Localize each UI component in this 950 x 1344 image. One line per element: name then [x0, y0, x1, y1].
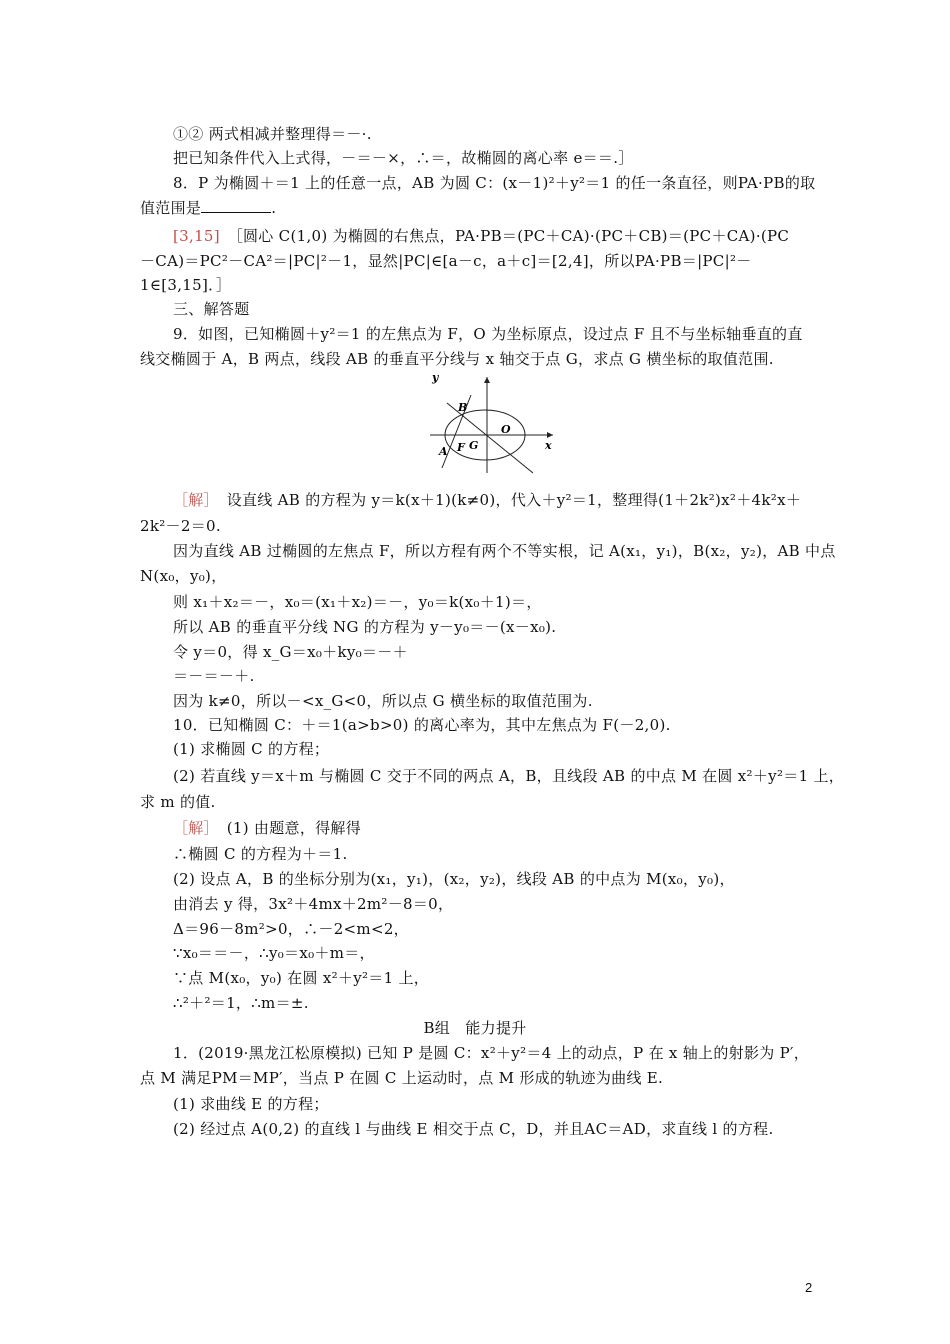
problem-9-line: 9．如图，已知椭圆＋y²＝1 的左焦点为 F，O 为坐标原点，设过点 F 且不与坐标轴垂直的直 [173, 325, 803, 343]
point-label-f: F [457, 441, 465, 454]
text-fragment: 设直线 AB 的方程为 y＝k(x＋1)(k≠0)，代入＋y²＝1，整理得(1＋2k²)x²＋4k²x＋ [211, 491, 802, 509]
text-line: ①② 两式相减并整理得＝－·. [173, 125, 372, 143]
text-line: ∵点 M(x₀，y₀) 在圆 x²＋y²＝1 上， [173, 969, 430, 987]
text-line: 线交椭圆于 A，B 两点，线段 AB 的垂直平分线与 x 轴交于点 G，求点 G 横坐标的取值范围. [140, 350, 774, 368]
point-label-b: B [458, 401, 468, 414]
page-number: 2 [805, 1280, 813, 1295]
text-line: 因为 k≠0，所以－<x_G<0，所以点 G 横坐标的取值范围为. [173, 692, 593, 710]
text-line: 求 m 的值. [140, 793, 216, 811]
problem-b1-line: 1．(2019·黑龙江松原模拟) 已知 P 是圆 C：x²＋y²＝4 上的动点，P 在 x 轴上的射影为 P′， [173, 1044, 810, 1062]
text-line: Δ＝96－8m²>0，∴－2<m<2， [173, 920, 409, 938]
solution-line [173, 489, 801, 511]
text-line: 2k²－2＝0. [140, 517, 221, 535]
group-heading: B组 能力提升 [423, 1019, 527, 1037]
solution-tag: ［解］ [173, 491, 212, 509]
text-line: 因为直线 AB 过椭圆的左焦点 F，所以方程有两个不等实根，记 A(x₁，y₁)，B(x₂，y₂)，AB 中点 [173, 542, 836, 560]
text-line: 令 y＝0，得 x_G＝x₀＋ky₀＝－＋ [173, 643, 408, 661]
text-fragment: 值范围是 [140, 199, 202, 217]
text-line: 所以 AB 的垂直平分线 NG 的方程为 y－y₀＝－(x－x₀). [173, 618, 557, 636]
text-line: (2) 经过点 A(0,2) 的直线 l 与曲线 E 相交于点 C，D，并且AC＝AD，求直线 l 的方程. [173, 1120, 774, 1138]
solution-line [173, 817, 361, 839]
ellipse-figure [425, 373, 560, 475]
text-line: －CA)＝PC²－CA²＝|PC|²－1，显然|PC|∈[a－c，a＋c]＝[2,4]，所以PA·PB＝|PC|²－ [140, 252, 752, 270]
text-line: ∵x₀＝＝－，∴y₀＝x₀＋m＝， [173, 944, 375, 962]
section-heading: 三、解答题 [173, 300, 250, 318]
answer-blank [201, 198, 271, 213]
text-line: ∴²＋²＝1，∴m＝±. [173, 994, 309, 1012]
axis-label-y: y [432, 373, 439, 384]
text-line: ∴椭圆 C 的方程为＋＝1. [173, 845, 348, 863]
text-line: (1) 求椭圆 C 的方程； [173, 740, 330, 758]
solution-tag: ［解］ [173, 819, 212, 837]
text-line: (2) 若直线 y＝x＋m 与椭圆 C 交于不同的两点 A，B，且线段 AB 的中点 M 在圆 x²＋y²＝1 上， [173, 767, 845, 785]
text-line: (2) 设点 A，B 的坐标分别为(x₁，y₁)，(x₂，y₂)，线段 AB 的中点为 M(x₀，y₀)， [173, 870, 735, 888]
problem-10-line: 10．已知椭圆 C：＋＝1(a>b>0) 的离心率为，其中左焦点为 F(－2,0). [173, 716, 671, 734]
text-fragment: ［圆心 C(1,0) 为椭圆的右焦点，PA·PB＝(PC＋CA)·(PC＋CB)＝(PC＋CA)·(PC [219, 227, 790, 245]
point-label-g: G [469, 439, 479, 452]
text-line: N(x₀，y₀)， [140, 567, 227, 585]
text-line: (1) 求曲线 E 的方程； [173, 1095, 329, 1113]
text-line: 1∈[3,15]．］ [140, 276, 232, 294]
text-fragment: (1) 由题意，得解得 [211, 819, 362, 837]
text-line: 把已知条件代入上式得，－＝－×，∴＝，故椭圆的离心率 e＝＝.］ [173, 149, 634, 167]
text-line: ＝－＝－＋. [173, 667, 255, 685]
text-line: 则 x₁＋x₂＝－，x₀＝(x₁＋x₂)＝－，y₀＝k(x₀＋1)＝， [173, 593, 542, 611]
text-line: 由消去 y 得，3x²＋4mx＋2m²－8＝0， [173, 895, 454, 913]
answer-value: [3,15] [173, 227, 220, 245]
axis-label-x: x [545, 439, 552, 452]
text-fragment: . [271, 199, 277, 217]
point-label-o: O [501, 423, 511, 436]
text-line: 点 M 满足PM＝MP′，当点 P 在圆 C 上运动时，点 M 形成的轨迹为曲线 E. [140, 1069, 664, 1087]
problem-8-blank-line [140, 197, 276, 219]
problem-8-line: 8．P 为椭圆＋＝1 上的任意一点，AB 为圆 C：(x－1)²＋y²＝1 的任一条直径，则PA·PB的取 [173, 174, 816, 192]
point-label-a: A [439, 445, 448, 458]
answer-line [173, 225, 789, 247]
